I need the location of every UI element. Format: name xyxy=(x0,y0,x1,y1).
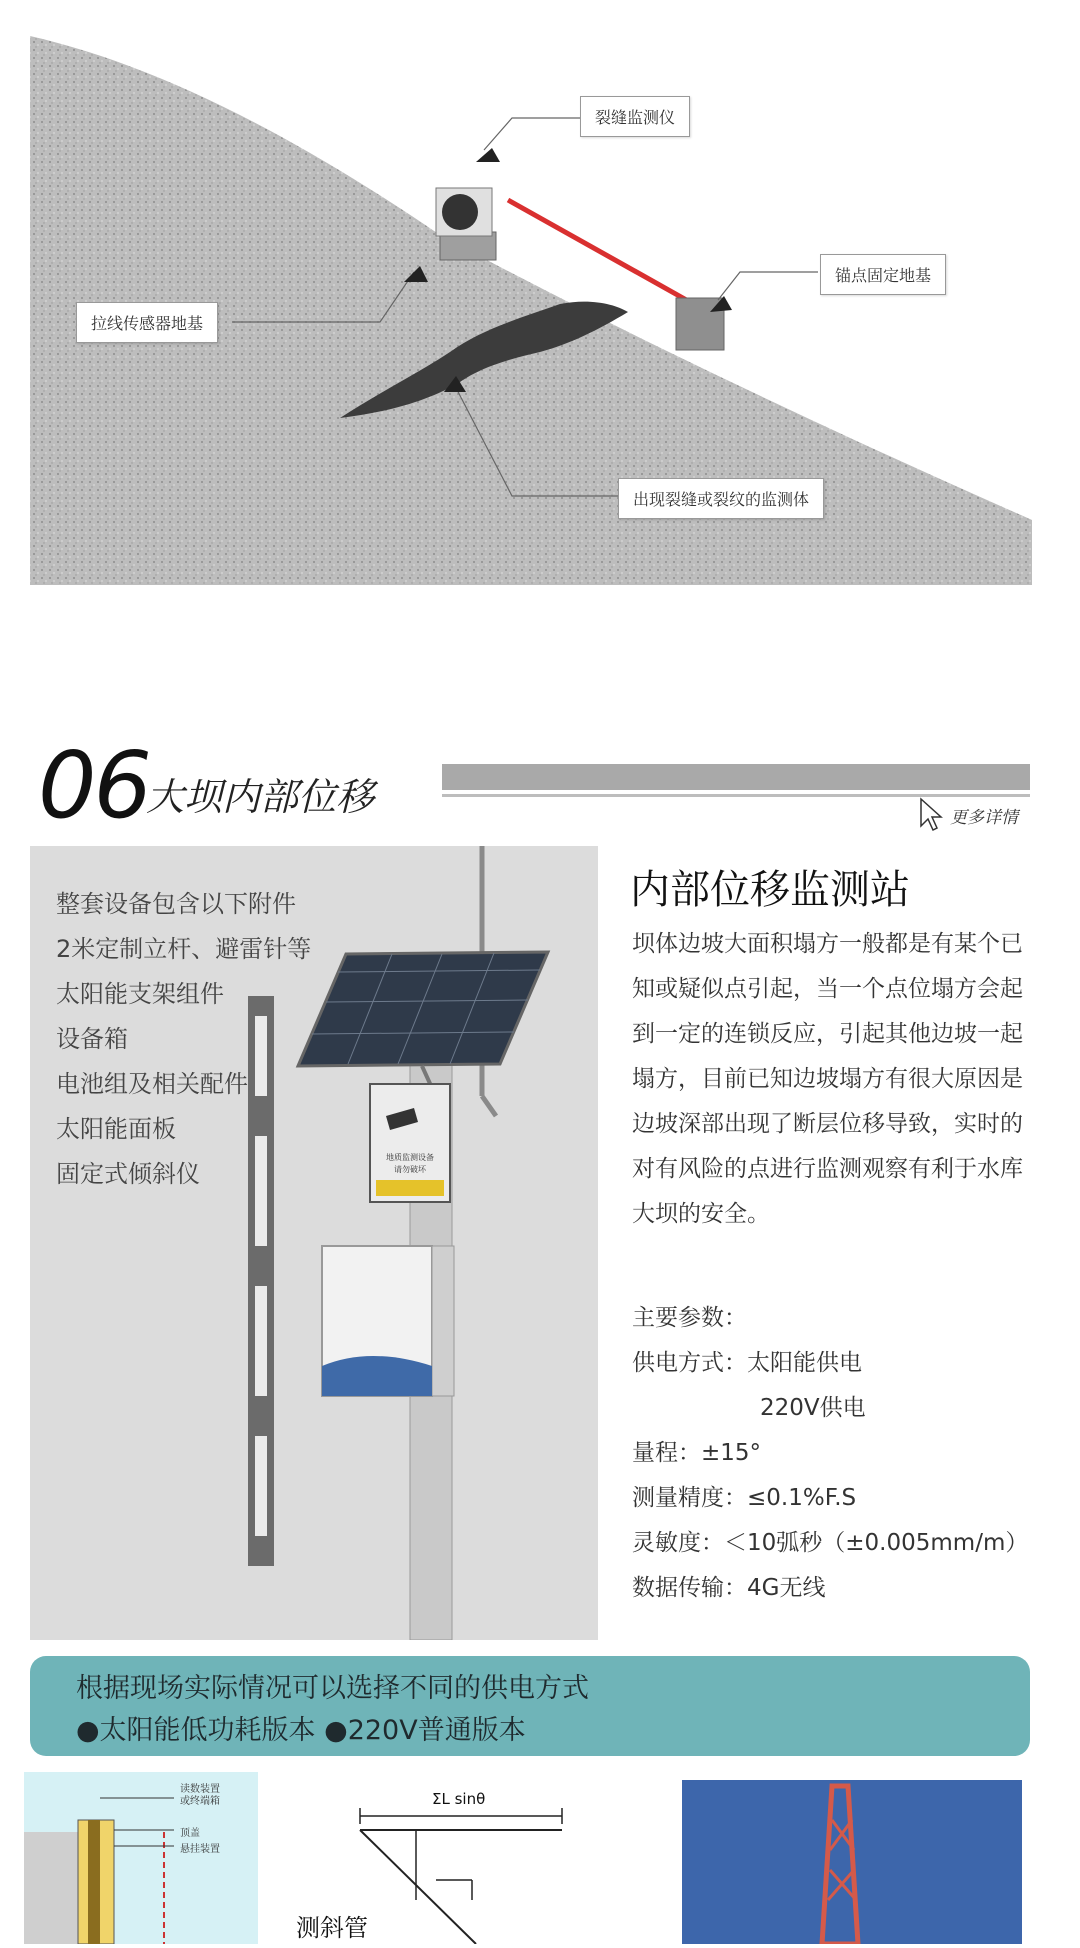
params-heading: 主要参数： xyxy=(632,1305,747,1331)
section-title: 大坝内部位移 xyxy=(146,775,375,819)
formula-label: ΣL sinθ xyxy=(432,1790,486,1808)
field-photo-thumbnail xyxy=(682,1780,1022,1944)
param-power-value-1: 太阳能供电 xyxy=(747,1350,862,1376)
station-description: 坝体边坡大面积塌方一般都是有某个已知或疑似点引起，当一个点位塌方会起到一定的连锁反应，引起其他边坡一起塌方，目前已知边坡塌方有很大原因是边坡深部出现了断层位移导致，实时的对有风险的点进行监测观察有利于水库大坝的安全。 xyxy=(632,931,1023,1227)
main-parameters xyxy=(632,1296,1028,1611)
accessory-item: 整套设备包含以下附件 xyxy=(56,890,296,918)
accessory-item: 固定式倾斜仪 xyxy=(56,1160,200,1188)
param-range: 量程：±15° xyxy=(632,1440,762,1466)
callout-sensor-foundation: 拉线传感器地基 xyxy=(76,302,218,343)
param-transmission: 数据传输：4G无线 xyxy=(632,1575,826,1601)
thumb-label-cap: 顶盖 xyxy=(180,1828,200,1839)
station-title: 内部位移监测站 xyxy=(630,867,910,913)
borehole-schematic-thumbnail xyxy=(24,1772,258,1944)
param-accuracy: 测量精度：≤0.1%F.S xyxy=(632,1485,857,1511)
accessory-item: 太阳能面板 xyxy=(56,1115,176,1143)
header-bar xyxy=(442,764,1030,790)
thumb-label-terminal: 或终端箱 xyxy=(180,1796,220,1807)
inclinometer-formula-diagram xyxy=(286,1790,576,1944)
accessory-item: 太阳能支架组件 xyxy=(56,980,224,1008)
banner-heading: 根据现场实际情况可以选择不同的供电方式 xyxy=(76,1673,589,1704)
accessory-item: 2米定制立杆、避雷针等 xyxy=(56,935,312,963)
thumb-label-suspension: 悬挂装置 xyxy=(180,1844,220,1855)
cursor-icon xyxy=(918,796,944,834)
solar-panel xyxy=(298,952,548,1088)
callout-crack-meter: 裂缝监测仪 xyxy=(580,96,690,137)
callout-monitored-body: 出现裂缝或裂纹的监测体 xyxy=(618,478,824,519)
accessory-item: 设备箱 xyxy=(56,1025,128,1053)
thumb-label-reader: 读数装置 xyxy=(180,1784,220,1795)
callout-anchor-foundation: 锚点固定地基 xyxy=(820,254,946,295)
more-details-link[interactable]: 更多详情 xyxy=(950,808,1018,828)
accessory-list xyxy=(56,882,311,1197)
param-power xyxy=(632,1341,1028,1386)
sign-text-2: 请勿破坏 xyxy=(394,1165,426,1174)
inclinometer-tube-label: 测斜管 xyxy=(296,1914,368,1942)
param-sensitivity: 灵敏度：＜10弧秒（±0.005mm/m） xyxy=(632,1530,1029,1556)
sign-text-1: 地质监测设备 xyxy=(386,1153,434,1162)
accessory-item: 电池组及相关配件 xyxy=(56,1070,248,1098)
section-number: 06 xyxy=(38,732,150,839)
banner-options: ●太阳能低功耗版本 ●220V普通版本 xyxy=(76,1715,526,1746)
param-power-label: 供电方式： xyxy=(632,1350,747,1376)
param-power-value-2: 220V供电 xyxy=(760,1395,866,1421)
